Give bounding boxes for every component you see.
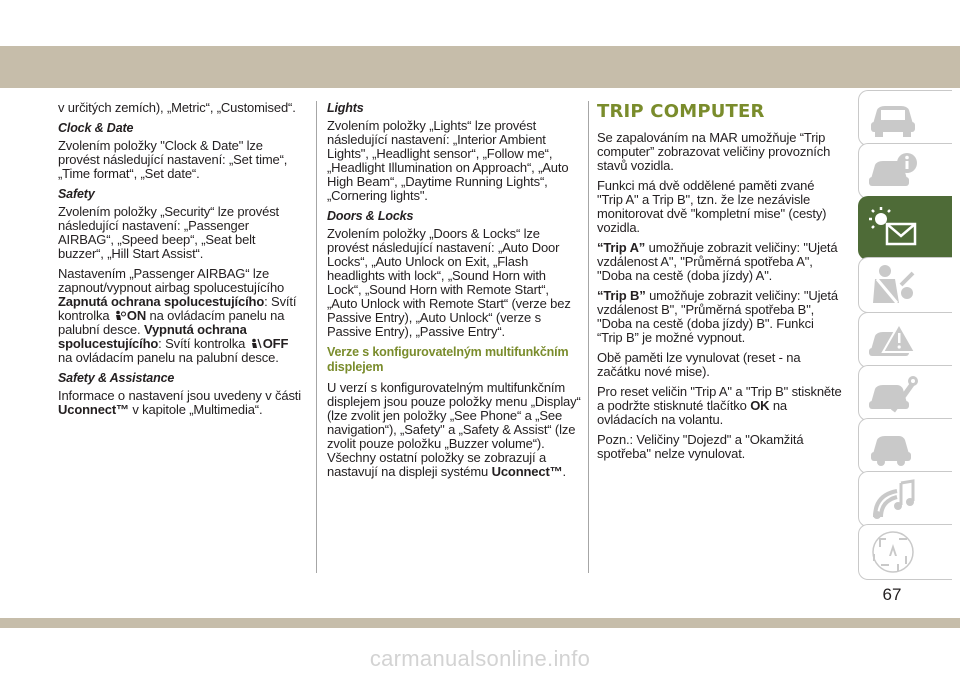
airbag-on-state: ON bbox=[126, 308, 147, 323]
column-middle bbox=[327, 101, 582, 485]
heading-lights: Lights bbox=[327, 101, 364, 115]
warning-light-message-icon bbox=[867, 202, 919, 254]
tab-safety[interactable] bbox=[858, 257, 952, 313]
page-number: 67 bbox=[882, 585, 902, 604]
heading-configurable-display: Verze s konfigurovatelným multifunkčním displejem bbox=[327, 345, 569, 374]
reset-text-a: Pro reset veličin "Trip A" a "Trip B" stiskněte a podržte stisknuté tlačítko bbox=[597, 384, 842, 413]
heading-doors-locks: Doors & Locks bbox=[327, 209, 414, 223]
column-left bbox=[58, 101, 303, 423]
trip-note: Pozn.: Veličiny "Dojezd" a "Okamžitá spotřeba" nelze vynulovat. bbox=[597, 432, 804, 461]
multi-paragraph bbox=[327, 381, 582, 479]
airbag-text-e: na ovládacím panelu na palubní desce. bbox=[58, 308, 285, 337]
airbag-off-state: OFF bbox=[262, 336, 289, 351]
assist-uconnect: Uconnect™ bbox=[58, 402, 129, 417]
car-info-icon bbox=[867, 149, 919, 193]
multi-text-c: . bbox=[562, 464, 566, 479]
clock-paragraph: Zvolením položky "Clock & Date" lze provést následující nastavení: „Set time“, „Time format“, „Set date“. bbox=[58, 138, 288, 181]
tab-index[interactable] bbox=[858, 524, 952, 580]
tab-technical-data[interactable] bbox=[858, 471, 952, 527]
multi-uconnect: Uconnect™ bbox=[491, 464, 563, 479]
airbag-text-i: na ovládacím panelu na palubní desce. bbox=[58, 350, 279, 365]
reset-text-c: na ovládacích na volantu. bbox=[597, 398, 788, 427]
car-wrench-icon bbox=[867, 371, 919, 415]
tab-starting-driving[interactable] bbox=[858, 312, 952, 368]
airbag-text-c: : Svítí kontrolka bbox=[58, 294, 297, 323]
seatbelt-airbag-icon bbox=[867, 263, 919, 307]
heading-safety: Safety bbox=[58, 187, 95, 201]
ok-button-label: OK bbox=[750, 398, 770, 413]
watermark: carmanualsonline.info bbox=[369, 646, 591, 671]
assist-text-c: v kapitole „Multimedia“. bbox=[128, 402, 263, 417]
column-divider bbox=[316, 101, 317, 573]
trip-a-paragraph bbox=[597, 241, 842, 283]
multi-text-a: U verzí s konfigurovatelným multifunkčním displejem jsou pouze položky menu „Display“ (lze zvolit jen položky „See Phone“ a „See navigation“), „Safety" a „Safety & Assist“ (lze zvolit pouze položku „Buzzer volume“). Všechny ostatní položky se zobrazují a nastavují na displeji systému bbox=[327, 380, 581, 479]
column-divider bbox=[588, 101, 589, 573]
doors-paragraph: Zvolením položky „Doors & Locks“ lze provést následující nastavení: „Auto Door Locks“, „Auto Unlock on Exit, „Flash headlights with lock“, „Sound Horn with Lock“, „Sound Horn with Remote Start“, „Auto Unlock with Remote Start“ (verze bez Passive Entry), „Auto Unlock“ (verze s Passive Entry), „Passive Entry“. bbox=[327, 226, 571, 339]
safety-paragraph: Zvolením položky „Security“ lze provést následující nastavení: „Passenger AIRBAG“, „Speed beep“, „Seat belt buzzer“, „Hill Start Assist“. bbox=[58, 204, 280, 261]
trip-b-label: “Trip B” bbox=[597, 288, 646, 303]
intro-paragraph: v určitých zemích), „Metric“, „Customised“. bbox=[58, 100, 296, 115]
heading-clock-date: Clock & Date bbox=[58, 121, 134, 135]
alphabetical-index-icon bbox=[867, 530, 919, 574]
trip-a-label: “Trip A” bbox=[597, 240, 646, 255]
tab-dashboard[interactable] bbox=[858, 90, 952, 146]
tab-emergency[interactable] bbox=[858, 365, 952, 421]
car-specs-icon bbox=[867, 424, 919, 468]
trip-paragraph-2: Funkci má dvě oddělené paměti zvané "Trip A" a Trip B", tzn. že lze nezávisle monitorovat dvě "kompletní mise" (cesty) vozidla. bbox=[597, 178, 827, 235]
airbag-on-label: Zapnutá ochrana spolucestujícího bbox=[58, 294, 265, 309]
multimedia-icon bbox=[867, 477, 919, 521]
airbag-off-label: Vypnutá ochrana spolucestujícího bbox=[58, 322, 247, 351]
top-band bbox=[0, 46, 960, 88]
trip-b-paragraph bbox=[597, 289, 842, 345]
tab-getting-to-know[interactable] bbox=[858, 143, 952, 199]
lights-paragraph: Zvolením položky „Lights“ lze provést následující nastavení: „Interior Ambient Lights", „Headlight sensor“, „Follow me“, „Headlight Illumination on Approach“, „Auto High Beam“, „Daytime Running Lights“, „Cornering lights". bbox=[327, 118, 569, 203]
trip-paragraph-5: Obě paměti lze vynulovat (reset - na začátku nové mise). bbox=[597, 350, 801, 379]
car-warning-triangle-icon bbox=[867, 318, 919, 362]
assist-text-a: Informace o nastavení jsou uvedeny v části bbox=[58, 388, 302, 403]
airbag-paragraph bbox=[58, 267, 303, 365]
trip-a-text: umožňuje zobrazit veličiny: "Ujetá vzdálenost A", "Průměrná spotřeba A", "Doba na cestě (doba jízdy) A". bbox=[597, 240, 838, 283]
assist-paragraph bbox=[58, 389, 303, 417]
heading-safety-assistance: Safety & Assistance bbox=[58, 371, 175, 385]
bottom-band bbox=[0, 618, 960, 628]
column-right bbox=[597, 101, 842, 467]
tab-instrument-panel[interactable] bbox=[858, 196, 952, 260]
car-dashboard-icon bbox=[867, 96, 919, 140]
passenger-airbag-icon bbox=[114, 310, 126, 321]
passenger-airbag-off-icon bbox=[250, 338, 262, 349]
tab-servicing[interactable] bbox=[858, 418, 952, 474]
trip-paragraph-1: Se zapalováním na MAR umožňuje “Trip computer” zobrazovat veličiny provozních stavů vozidla. bbox=[597, 130, 831, 173]
trip-reset-paragraph bbox=[597, 385, 842, 427]
trip-b-text: umožňuje zobrazit veličiny: "Ujetá vzdálenost B", "Průměrná spotřeba B", "Doba na cestě (doba jízdy) B". Funkci “Trip B” je možné vypnout. bbox=[597, 288, 838, 345]
airbag-text-a: Nastavením „Passenger AIRBAG“ lze zapnout/vypnout airbag spolucestujícího bbox=[58, 266, 285, 295]
section-title: TRIP COMPUTER bbox=[597, 101, 765, 122]
airbag-text-g: : Svítí kontrolka bbox=[158, 336, 249, 351]
